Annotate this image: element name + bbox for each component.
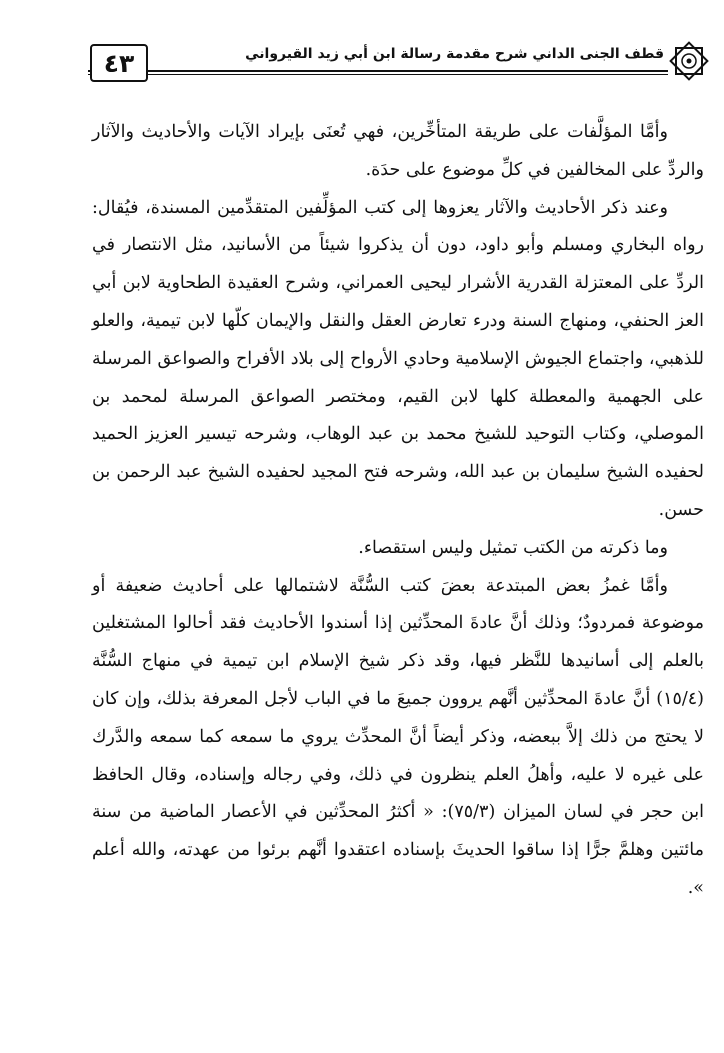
paragraph-4: وأمَّا غمزُ بعض المبتدعة بعضَ كتب السُّنَّة لاشتمالها على أحاديث ضعيفة أو موضوعة فمردودٌ؛ وذلك أنَّ عادةَ المحدِّثين إذا أسندوا الأحاديث فقد أحالوا المشتغلين بالعلم إلى أسانيدها للنَّظر فيها، وقد ذكر شيخ الإسلام ابن تيمية في منهاج السُّنَّة (١٥/٤) أنَّ عادةَ المحدِّثين أنَّهم يروون جميعَ ما في الباب لأجل المعرفة بذلك، وإن كان لا يحتج من ذلك إلاَّ ببعضه، وذكر أيضاً أنَّ المحدِّث يروي ما سمعه كما سمعه والدَّرك على غيره لا عليه، وأهلُ العلم ينظرون في ذلك، وفي رجاله وإسناده، وقال الحافظ ابن حجر في لسان الميزان (٧٥/٣): « أكثرُ المحدِّثين في الأعصار الماضية من سنة مائتين وهلمَّ جرًّا إذا ساقوا الحديثَ بإسناده اعتقدوا أنَّهم برئوا من عهدته، والله أعلم ». [92,575,704,898]
eight-point-star-ornament-icon [668,40,710,82]
paragraph-1: وأمَّا المؤلَّفات على طريقة المتأخِّرين، فهي تُعنَى بإيراد الآيات والأحاديث والآثار والردِّ على المخالفين في كلِّ موضوع على حدَة. [92,122,704,180]
header-rule [88,70,668,75]
page-number: ٤٣ [90,44,148,82]
page-header [88,38,708,90]
running-title: قطف الجنى الداني شرح مقدمة رسالة ابن أبي زيد القيرواني [239,46,664,62]
main-text [92,114,704,908]
paragraph-2: وعند ذكر الأحاديث والآثار يعزوها إلى كتب المؤلِّفين المتقدِّمين المسندة، فيُقال: رواه البخاري ومسلم وأبو داود، دون أن يذكروا شيئاً من الأسانيد، مثل الانتصار في الردِّ على المعتزلة القدرية الأشرار ليحيى العمراني، وشرح العقيدة الطحاوية لابن أبي العز الحنفي، ومنهاج السنة ودرء تعارض العقل والنقل والإيمان كلّها لابن تيمية، والعلو للذهبي، واجتماع الجيوش الإسلامية وحادي الأرواح إلى بلاد الأفراح والصواعق المرسلة على الجهمية والمعطلة كلها لابن القيم، ومختصر الصواعق المرسلة لمحمد بن الموصلي، وكتاب التوحيد للشيخ محمد بن عبد الوهاب، وشرحه تيسير العزيز الحميد لحفيده الشيخ سليمان بن عبد الله، وشرحه فتح المجيد لحفيده الشيخ عبد الرحمن بن حسن. [92,197,704,520]
paragraph-3: وما ذكرته من الكتب تمثيل وليس استقصاء. [358,537,668,558]
